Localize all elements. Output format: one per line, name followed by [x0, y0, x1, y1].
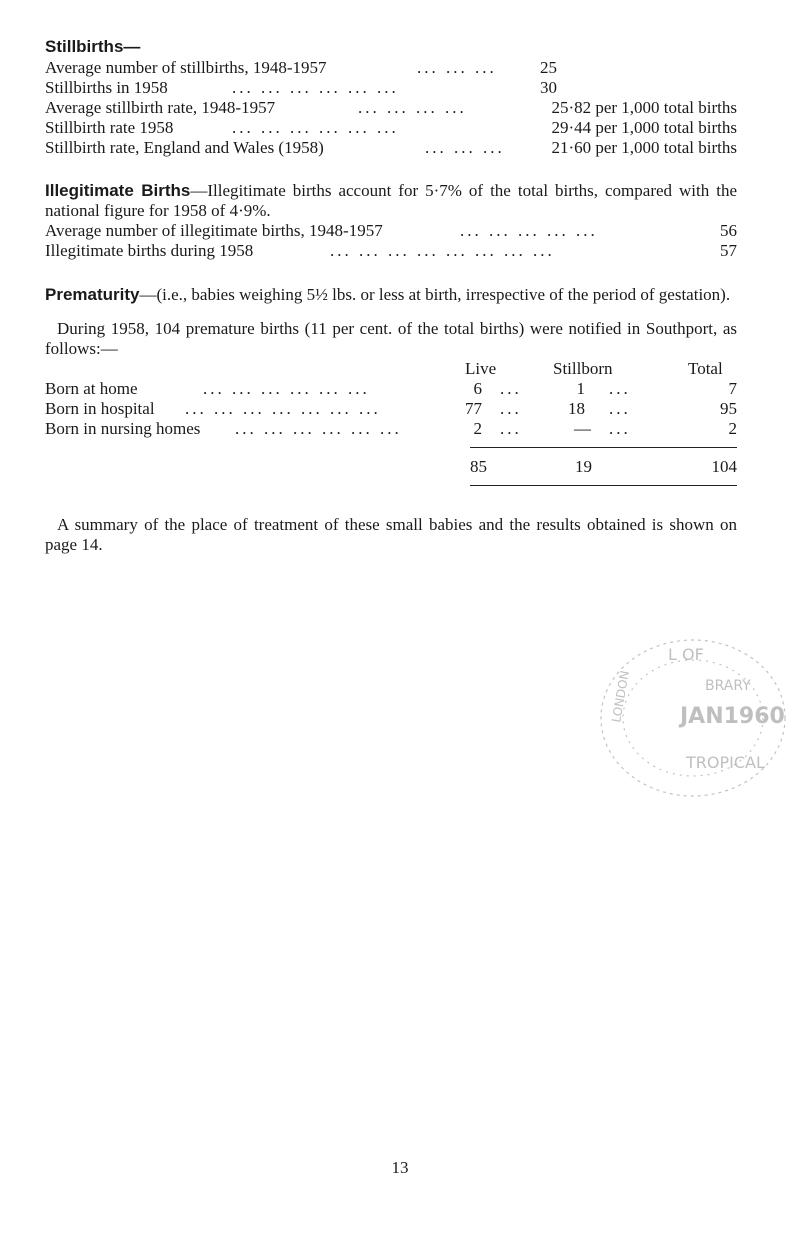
leader-dots: ... ... ... ... ... ...: [232, 78, 399, 97]
total-stillborn: 19: [575, 457, 592, 476]
svg-text:LONDON: LONDON: [609, 669, 633, 724]
stillbirth-row: [45, 58, 737, 78]
leader-dots: ... ... ... ... ... ...: [235, 419, 402, 438]
row-value: 57: [720, 241, 737, 260]
document-page: [45, 36, 737, 555]
prematurity-text: —(i.e., babies weighing 5½ lbs. or less at birth, irrespective of the period of gestation).: [139, 285, 731, 304]
table-row: [45, 379, 737, 399]
illegitimate-text: —Illegitimate births account for 5·7% of the total births, compared with the national figure for 1958 of 4·9%.: [45, 181, 738, 220]
leader-dots: ...: [609, 399, 631, 418]
illegitimate-heading: Illegitimate Births: [45, 181, 191, 200]
cell-stillborn: 18: [568, 399, 585, 418]
svg-text:L OF: L OF: [668, 645, 704, 664]
prematurity-paragraph: [45, 285, 737, 305]
row-label: Born at home: [45, 379, 138, 398]
stillbirth-row: [45, 118, 737, 138]
row-value: 25: [540, 58, 557, 77]
leader-dots: ...: [500, 419, 522, 438]
prematurity-summary: A summary of the place of treatment of these small babies and the results obtained is shown on page 14.: [45, 515, 737, 554]
leader-dots: ... ... ...: [417, 58, 497, 77]
rule-top: [470, 447, 737, 448]
leader-dots: ... ... ... ... ... ...: [232, 118, 399, 137]
row-value: 29·44 per 1,000 total births: [551, 118, 737, 137]
leader-dots: ... ... ... ... ... ... ... ...: [330, 241, 555, 260]
rule-bottom: [470, 485, 737, 486]
cell-live: 6: [473, 379, 482, 398]
svg-text:BRARY: BRARY: [705, 678, 751, 694]
svg-text:TROPICAL: TROPICAL: [686, 753, 765, 772]
leader-dots: ... ... ... ... ...: [460, 221, 598, 240]
cell-live: 77: [465, 399, 482, 418]
leader-dots: ...: [500, 379, 522, 398]
row-value: 30: [540, 78, 557, 97]
cell-total: 2: [728, 419, 737, 438]
page-number: 13: [391, 1158, 409, 1177]
row-label: Average stillbirth rate, 1948-1957: [45, 98, 276, 117]
leader-dots: ...: [609, 419, 631, 438]
illegitimate-row: [45, 241, 737, 261]
leader-dots: ... ... ... ... ... ... ...: [185, 399, 381, 418]
leader-dots: ...: [500, 399, 522, 418]
total-live: 85: [470, 457, 487, 476]
cell-stillborn: —: [574, 419, 591, 438]
row-label: Average number of stillbirths, 1948-1957: [45, 58, 327, 77]
stillbirths-heading: Stillbirths—: [45, 37, 141, 56]
row-value: 56: [720, 221, 737, 240]
col-header-stillborn: Stillborn: [553, 359, 613, 378]
table-row: [45, 419, 737, 439]
prematurity-intro: During 1958, 104 premature births (11 per cent. of the total births) were notified in Southport, as follows:—: [45, 319, 737, 358]
row-label: Stillbirth rate, England and Wales (1958): [45, 138, 324, 157]
col-header-total: Total: [688, 359, 723, 378]
cell-total: 95: [720, 399, 737, 418]
row-label: Born in hospital: [45, 399, 155, 418]
total-total: 104: [711, 457, 737, 476]
cell-total: 7: [728, 379, 737, 398]
leader-dots: ... ... ...: [425, 138, 505, 157]
leader-dots: ... ... ... ... ... ...: [203, 379, 370, 398]
table-row: [45, 399, 737, 419]
row-label: Born in nursing homes: [45, 419, 201, 438]
row-value: 21·60 per 1,000 total births: [551, 138, 737, 157]
library-stamp-icon: [590, 628, 796, 804]
row-label: Stillbirths in 1958: [45, 78, 168, 97]
illegitimate-row: [45, 221, 737, 241]
stillbirth-row: [45, 138, 737, 158]
row-value: 25·82 per 1,000 total births: [551, 98, 737, 117]
cell-stillborn: 1: [576, 379, 585, 398]
cell-live: 2: [473, 419, 482, 438]
col-header-live: Live: [465, 359, 497, 378]
table-header-row: [45, 359, 737, 379]
totals-row: [45, 457, 737, 477]
prematurity-heading: Prematurity: [45, 285, 140, 304]
leader-dots: ... ... ... ...: [358, 98, 467, 117]
stillbirth-row: [45, 78, 737, 98]
svg-text:JAN1960: JAN1960: [680, 704, 785, 729]
illegitimate-paragraph: [45, 181, 737, 221]
leader-dots: ...: [609, 379, 631, 398]
totals-block: [45, 439, 737, 495]
row-label: Average number of illegitimate births, 1948-1957: [45, 221, 383, 240]
row-label: Illegitimate births during 1958: [45, 241, 254, 260]
stillbirth-row: [45, 98, 737, 118]
row-label: Stillbirth rate 1958: [45, 118, 174, 137]
